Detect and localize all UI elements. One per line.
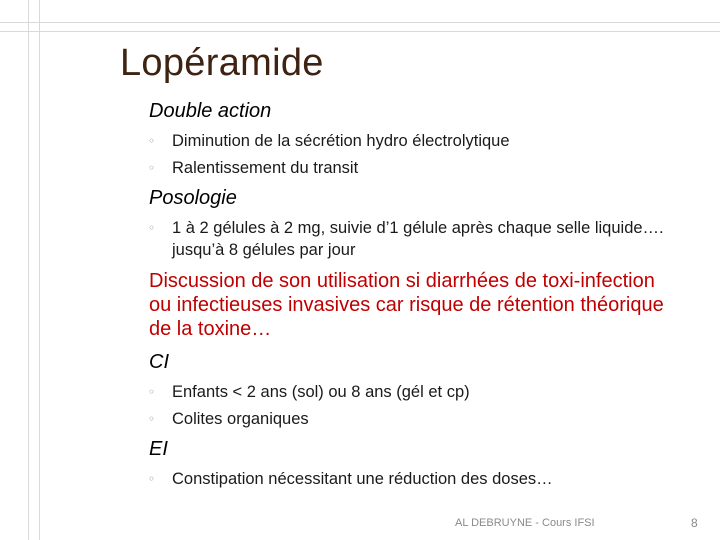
sub-bullet-enfants — [148, 381, 688, 403]
bullet-posologie — [130, 186, 237, 210]
bullet-text: Discussion de son utilisation si diarrhées de toxi-infection ou infectieuses invasives car risque de rétention théorique de la toxine… — [149, 270, 664, 340]
bullet-ei — [130, 437, 168, 461]
bullet-ci — [130, 350, 169, 374]
sub-bullet-marker-icon: ◦ — [148, 221, 156, 235]
sub-bullet-text: Ralentissement du transit — [172, 159, 359, 177]
bullet-text: CI — [149, 351, 169, 373]
sub-bullet-marker-icon: ◦ — [148, 385, 156, 399]
bullet-text: EI — [149, 438, 168, 460]
sub-bullet-text: Constipation nécessitant une réduction des doses… — [172, 470, 553, 488]
bullet-discussion — [130, 269, 675, 341]
slide-footer: AL DEBRUYNE - Cours IFSI — [455, 517, 595, 529]
frame-horizontal-line — [0, 22, 720, 32]
sub-bullet-marker-icon: ◦ — [148, 134, 156, 148]
sub-bullet-constipation — [148, 468, 688, 490]
sub-bullet-text: Enfants < 2 ans (sol) ou 8 ans (gél et cp) — [172, 383, 470, 401]
bullet-double-action — [130, 99, 271, 123]
bullet-text: Double action — [149, 100, 272, 122]
sub-bullet-marker-icon: ◦ — [148, 472, 156, 486]
sub-bullet-text: 1 à 2 gélules à 2 mg, suivie d’1 gélule après chaque selle liquide…. jusqu’à 8 gélules par jour — [172, 219, 664, 259]
sub-bullet-marker-icon: ◦ — [148, 412, 156, 426]
sub-bullet-marker-icon: ◦ — [148, 161, 156, 175]
page-number: 8 — [691, 516, 698, 530]
frame-vertical-line — [28, 0, 40, 540]
bullet-text: Posologie — [149, 187, 237, 209]
sub-bullet-text: Colites organiques — [172, 410, 309, 428]
slide-title: Lopéramide — [120, 42, 324, 84]
sub-bullet-text: Diminution de la sécrétion hydro électrolytique — [172, 132, 510, 150]
sub-bullet-ralentissement — [148, 157, 688, 179]
sub-bullet-dosage — [148, 217, 688, 261]
sub-bullet-diminution — [148, 130, 688, 152]
sub-bullet-colites — [148, 408, 688, 430]
